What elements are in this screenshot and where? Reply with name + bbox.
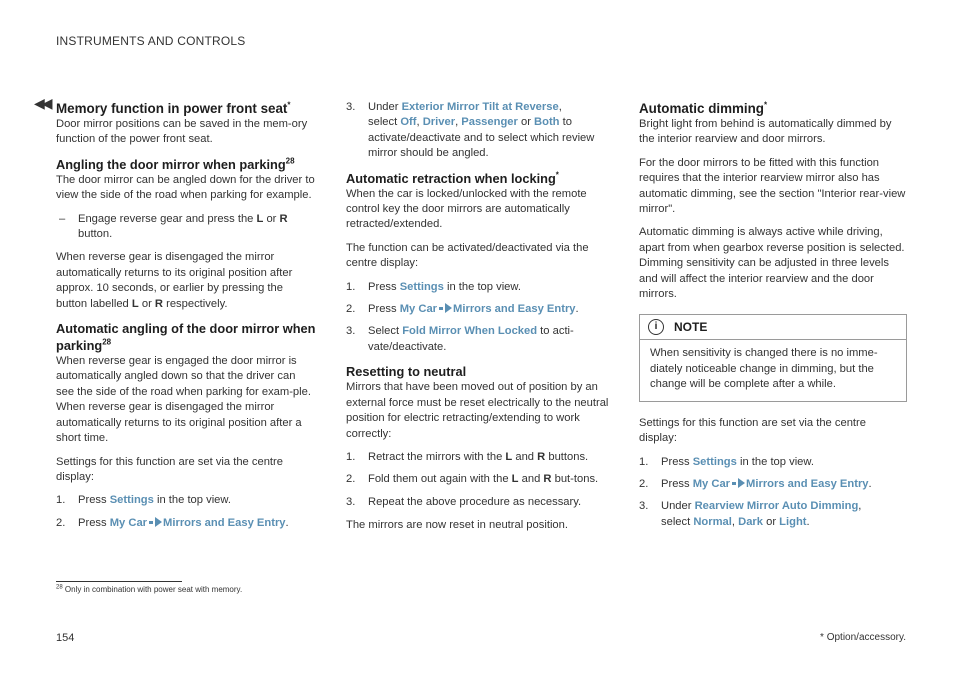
info-icon: i (648, 319, 664, 335)
settings-link[interactable]: Settings (109, 494, 154, 507)
mirrors-easy-entry-link[interactable]: Mirrors and Easy Entry (453, 303, 576, 316)
option-passenger[interactable]: Passenger (461, 116, 518, 129)
paragraph: For the door mirrors to be fitted with this function requires that the interior rearview mirror also has automatic dimming, see the section "Interior rear-view mirror". (639, 156, 906, 216)
list-item: 3. Select Fold Mirror When Locked to acti-vate/deactivate. (346, 325, 574, 353)
steps-list (346, 100, 614, 162)
mirrors-easy-entry-link[interactable]: Mirrors and Easy Entry (746, 477, 869, 490)
arrow-right-icon (149, 521, 153, 524)
option-driver[interactable]: Driver (422, 116, 456, 129)
running-header: INSTRUMENTS AND CONTROLS (56, 34, 246, 48)
list-item: 3. Under Rearview Mirror Auto Dimming, select Normal, Dark or Light. (639, 500, 862, 528)
my-car-link[interactable]: My Car (692, 477, 731, 490)
my-car-link[interactable]: My Car (399, 303, 438, 316)
paragraph: Automatic dimming is always active while driving, apart from when gearbox reverse position is selected. Dimming sensitivity can be adjusted in three levels and will affect the interior rearview and the door mirrors. (639, 226, 905, 301)
back-chevrons-icon[interactable]: ◀◀ (34, 95, 50, 111)
arrow-right-icon (445, 303, 452, 313)
column-1 (56, 100, 316, 539)
settings-link[interactable]: Settings (399, 280, 444, 293)
mirrors-easy-entry-link[interactable]: Mirrors and Easy Entry (163, 516, 286, 529)
steps-list (346, 280, 614, 356)
paragraph: When reverse gear is disengaged the mirror automatically returns to its original position after approx. 10 seconds, or earlier by pressing the button labelled L or R respectively. (56, 251, 293, 310)
steps-list (56, 493, 316, 531)
paragraph: Settings for this function are set via the centre display: (639, 416, 866, 445)
steps-list (639, 455, 907, 531)
paragraph: Door mirror positions can be saved in the mem-ory function of the power front seat. (56, 118, 308, 146)
list-item: – Engage reverse gear and press the L or R button. (59, 212, 288, 241)
arrow-right-icon (732, 482, 736, 485)
page-number: 154 (56, 632, 75, 644)
section-heading: Angling the door mirror when parking$^{28}$ (56, 156, 295, 172)
list-item: 3. Repeat the above procedure as necessary. (346, 495, 582, 508)
list-item: 1. Press Settings in the top view. (639, 455, 814, 468)
note-box (639, 314, 907, 401)
settings-link[interactable]: Settings (692, 455, 737, 468)
paragraph: Mirrors that have been moved out of position by an external force must be reset electrically to the neutral position for electric retracting/extending to work correctly: (346, 381, 609, 440)
my-car-link[interactable]: My Car (109, 516, 148, 529)
note-header (640, 315, 906, 340)
list-item: 1. Press Settings in the top view. (56, 494, 231, 507)
list-item: 3. Under Exterior Mirror Tilt at Reverse, select Off, Driver, Passenger or Both to activate/deactivate and to select which review mirror should be angled. (346, 101, 595, 160)
column-3 (639, 100, 907, 538)
list-item: 2. Press My Car Mirrors and Easy Entry. (639, 477, 872, 490)
footnote: $^{28}$ Only in combination with power seat with memory. (56, 584, 243, 594)
paragraph: The door mirror can be angled down for the driver to view the side of the road when parking for example. (56, 173, 315, 202)
paragraph: Bright light from behind is automatically dimmed by the interior rearview and door mirrors. (639, 118, 892, 146)
option-both[interactable]: Both (534, 116, 560, 129)
paragraph: When the car is locked/unlocked with the remote control key the door mirrors are automatically retracted/extended. (346, 187, 587, 231)
option-dark[interactable]: Dark (738, 515, 763, 528)
column-2 (346, 100, 614, 542)
list-item: 1. Press Settings in the top view. (346, 280, 521, 293)
paragraph: When reverse gear is engaged the door mirror is automatically angled down so that the driver can see the side of the road when parking for exam-ple. When reverse gear is disengaged the mirror automatically returns to its original position after a short time. (56, 355, 311, 445)
paragraph: Settings for this function are set via the centre display: (56, 455, 283, 483)
section-heading: Memory function in power front seat* (56, 100, 291, 116)
section-heading: Automatic angling of the door mirror when parking$^{28}$ (56, 321, 316, 354)
paragraph: The function can be activated/deactivated via the centre display: (346, 241, 589, 270)
list-item: 1. Retract the mirrors with the L and R buttons. (346, 450, 589, 463)
option-off[interactable]: Off (400, 116, 417, 129)
section-heading: Automatic dimming* (639, 100, 768, 116)
paragraph: The mirrors are now reset in neutral position. (346, 519, 568, 532)
rearview-auto-dimming-link[interactable]: Rearview Mirror Auto Dimming (694, 500, 859, 513)
arrow-right-icon (439, 307, 443, 310)
exterior-mirror-tilt-link[interactable]: Exterior Mirror Tilt at Reverse (401, 101, 559, 113)
steps-list (346, 450, 614, 510)
list-item: 2. Press My Car Mirrors and Easy Entry. (56, 516, 289, 529)
note-title: NOTE (674, 319, 708, 334)
footnote-divider (56, 581, 182, 582)
section-heading: Resetting to neutral (346, 364, 467, 380)
section-heading: Automatic retraction when locking* (346, 170, 559, 186)
list-item: 2. Fold them out again with the L and R but-tons. (346, 473, 599, 486)
list-item: 2. Press My Car Mirrors and Easy Entry. (346, 303, 579, 316)
option-accessory-note: * Option/accessory. (820, 632, 906, 643)
option-light[interactable]: Light (779, 515, 807, 528)
fold-mirror-locked-link[interactable]: Fold Mirror When Locked (402, 325, 538, 338)
note-body: When sensitivity is changed there is no imme-diately noticeable change in dimming, but the change will be complete after a while. (650, 347, 878, 391)
arrow-right-icon (155, 517, 162, 527)
arrow-right-icon (738, 478, 745, 488)
option-normal[interactable]: Normal (693, 515, 732, 528)
